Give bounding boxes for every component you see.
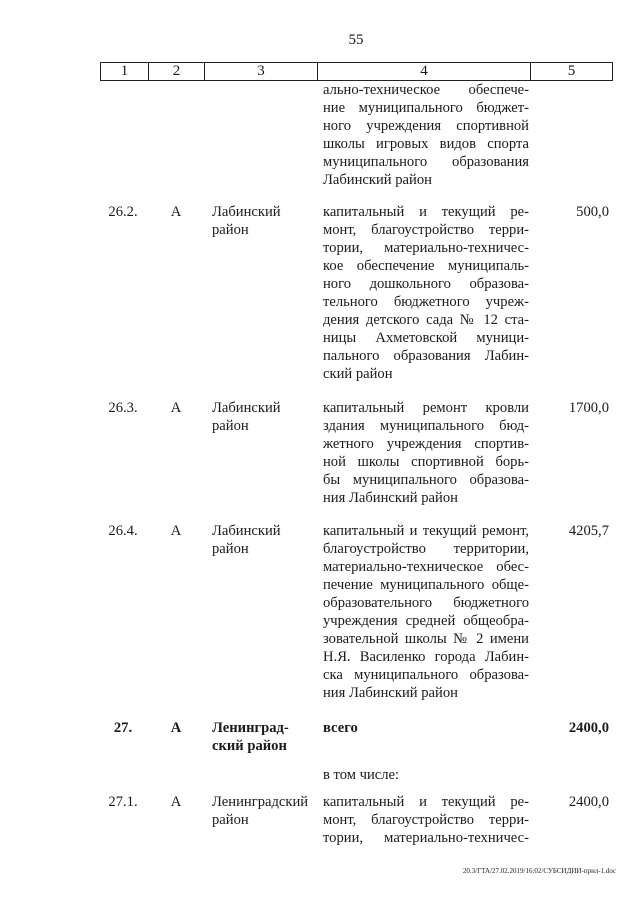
region-name	[212, 522, 316, 558]
description-line: ально-техническое обеспече-	[323, 82, 529, 98]
row-letter: А	[170, 204, 182, 220]
description-line: ного учреждения спортивной	[323, 118, 529, 134]
description-line: Н.Я. Василенко города Лабин-	[323, 649, 529, 665]
description-line: ска муниципального образова-	[323, 667, 529, 683]
footer-file-path: 20.3/ГТА/27.02.2019/16:02/СУБСИДИИ-прил-1.doc	[462, 867, 616, 875]
region-line: Ленинград-	[212, 720, 289, 736]
region-name	[212, 719, 316, 755]
description-line: всего	[323, 720, 358, 736]
description-line: муниципального образования	[323, 154, 529, 170]
description-line: капитальный и текущий ре-	[323, 204, 529, 220]
row-number: 27.1.	[108, 794, 138, 810]
amount: 1700,0	[568, 400, 609, 416]
description-line: ние муниципального бюджет-	[323, 100, 529, 116]
row-number: 26.4.	[108, 523, 138, 539]
description-line: благоустройство территории,	[323, 541, 529, 557]
region-line: район	[212, 418, 249, 434]
description-line: ного дошкольного образова-	[323, 276, 529, 292]
description-line: школы игровых видов спорта	[323, 136, 529, 152]
description-line: бы муниципального образова-	[323, 472, 529, 488]
region-line: ский район	[212, 738, 287, 754]
description-line: кое обеспечение муниципаль-	[323, 258, 529, 274]
description-line: тельного бюджетного учреж-	[323, 294, 529, 310]
row-letter: А	[170, 523, 182, 539]
description-line: ной школы спортивной борь-	[323, 454, 529, 470]
description-line: учреждения средней общеобра-	[323, 613, 529, 629]
column-header-5: 5	[530, 63, 612, 80]
description-line: ния Лабинский район	[323, 685, 458, 701]
amount: 2400,0	[568, 794, 609, 810]
description-line: печение муниципального обще-	[323, 577, 529, 593]
description	[323, 719, 529, 737]
column-header-1: 1	[120, 63, 129, 79]
description-line: капитальный ремонт кровли	[323, 400, 529, 416]
description-line: дения детского сада № 12 ста-	[323, 312, 529, 328]
description-line: ния Лабинский район	[323, 490, 458, 506]
amount: 2400,0	[568, 720, 609, 736]
amount: 500,0	[576, 204, 609, 220]
region-line: Лабинский	[212, 523, 281, 539]
amount: 4205,7	[568, 523, 609, 539]
region-name	[212, 793, 316, 829]
description-line: капитальный и текущий ре-	[323, 794, 529, 810]
description-line: ницы Ахметовской муници-	[323, 330, 529, 346]
row-number: 26.2.	[108, 204, 138, 220]
description-line: тории, материально-техничес-	[323, 830, 529, 846]
row-number: 27.	[113, 720, 133, 736]
row-letter: А	[170, 794, 182, 810]
description-line: жетного учреждения спортив-	[323, 436, 529, 452]
region-line: район	[212, 541, 249, 557]
description-line: монт, благоустройство терри-	[323, 812, 529, 828]
region-name	[212, 399, 316, 435]
region-line: Ленинградский	[212, 794, 309, 810]
region-line: Лабинский	[212, 400, 281, 416]
description-line: здания муниципального бюд-	[323, 418, 529, 434]
column-header-table	[100, 62, 613, 81]
description-line: образовательного бюджетного	[323, 595, 529, 611]
region-line: Лабинский	[212, 204, 281, 220]
region-line: район	[212, 812, 249, 828]
description	[323, 793, 529, 847]
row-number: 26.3.	[108, 400, 138, 416]
row-letter: А	[170, 720, 182, 736]
column-header-2: 2	[148, 63, 204, 80]
description	[323, 399, 529, 507]
region-name	[212, 203, 316, 239]
description-line: зовательной школы № 2 имени	[323, 631, 529, 647]
column-header-4: 4	[317, 63, 530, 80]
description-line: монт, благоустройство терри-	[323, 222, 529, 238]
description	[323, 522, 529, 702]
description-line: ский район	[323, 366, 393, 382]
description-line: материально-техническое обес-	[323, 559, 529, 575]
description-line: в том числе:	[323, 767, 400, 783]
description	[323, 203, 529, 383]
description	[323, 81, 529, 189]
page-number: 55	[348, 32, 364, 48]
column-header-3: 3	[204, 63, 317, 80]
description-line: Лабинский район	[323, 172, 432, 188]
including-note	[323, 766, 529, 784]
row-letter: А	[170, 400, 182, 416]
description-line: пального образования Лабин-	[323, 348, 529, 364]
description-line: капитальный и текущий ремонт,	[323, 523, 529, 539]
region-line: район	[212, 222, 249, 238]
description-line: тории, материально-техничес-	[323, 240, 529, 256]
